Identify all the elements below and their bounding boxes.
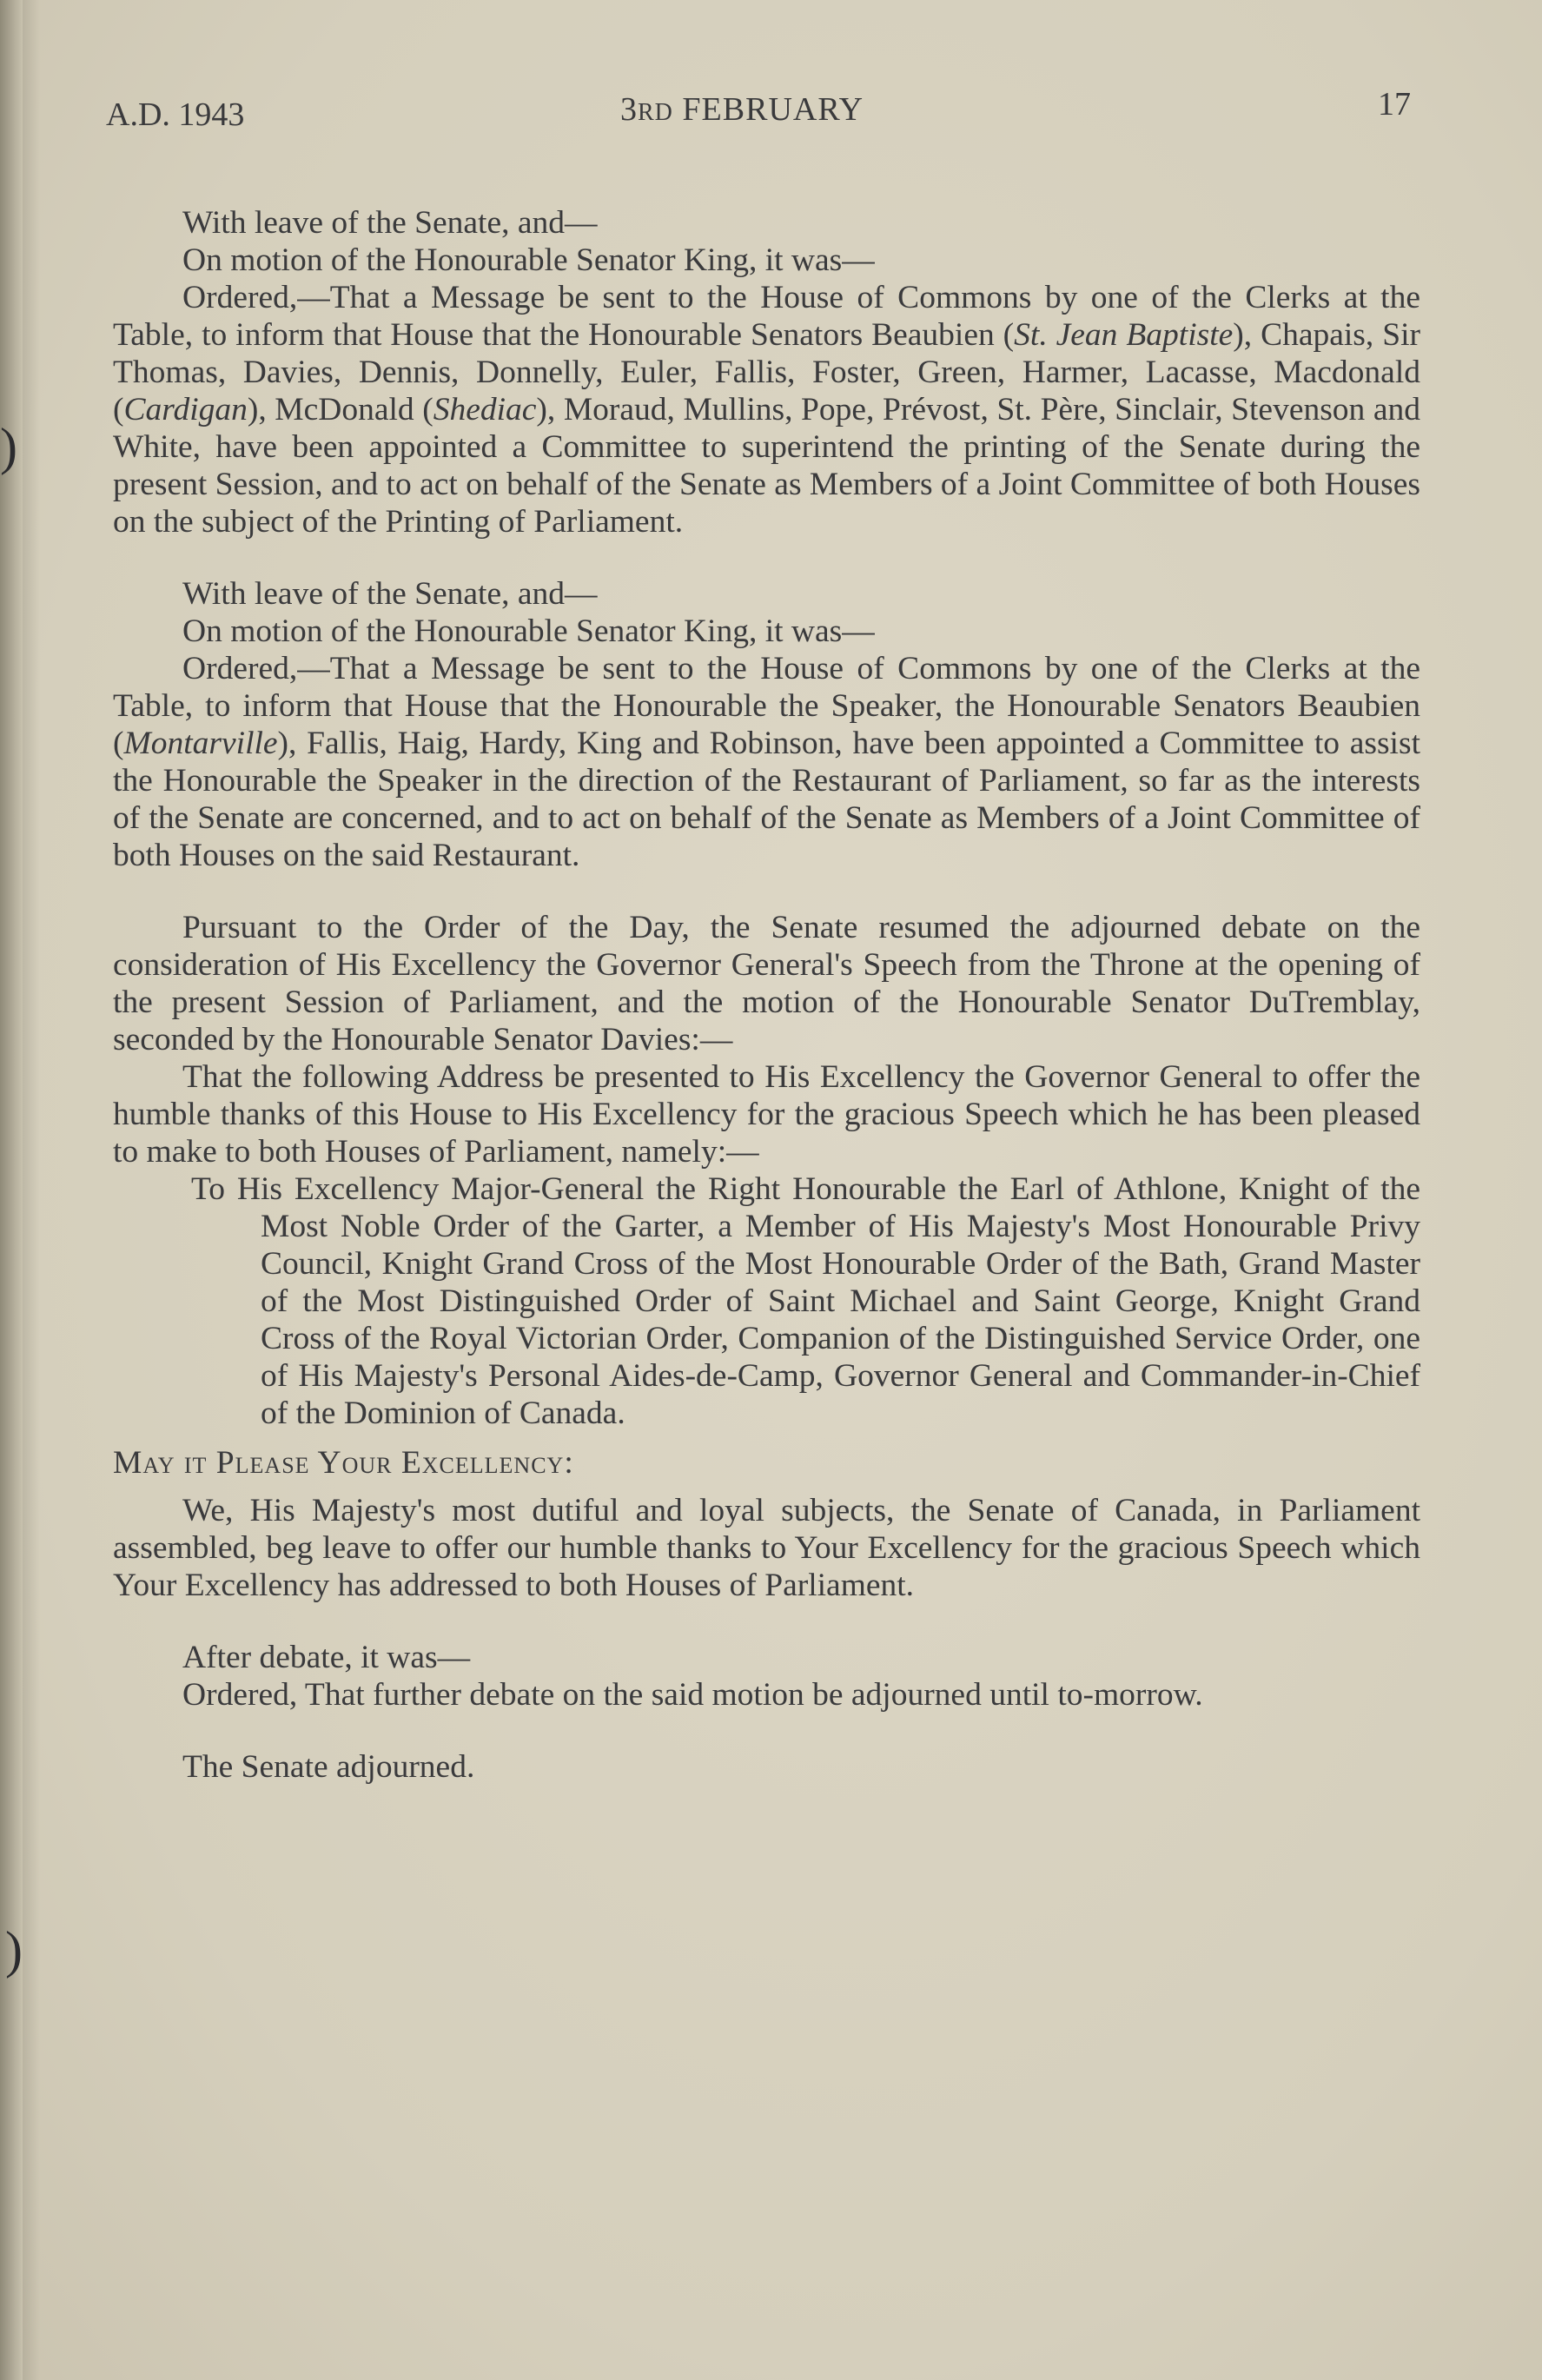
binding-mark: ) xyxy=(0,418,17,475)
spacer xyxy=(113,1714,1420,1748)
address-recipient: To His Excellency Major-General the Right Honourable the Earl of Athlone, Knight of the Most Noble Order of the Garter, a Member of His Majesty's Most Honourable Privy Council, Knight Grand Cross of the Most Honourable Order of the Bath, Grand Master of the Most Distinguished Order of Saint Michael and Saint George, Knight Grand Cross of the Royal Victorian Order, Companion of the Distinguished Service Order, one of His Majesty's Personal Aides-de-Camp, Governor General and Commander-in-Chief of the Dominion of Canada. xyxy=(191,1171,1420,1431)
spacer xyxy=(113,874,1420,909)
header-year: A.D. 1943 xyxy=(106,96,245,133)
senate-adjourned: The Senate adjourned. xyxy=(182,1749,475,1785)
text-run: ), McDonald ( xyxy=(247,392,433,428)
italic-run: Montarville xyxy=(123,726,278,761)
after-debate-paragraph: After debate, it was— xyxy=(182,1640,471,1675)
header-date-ordinal: RD xyxy=(638,99,673,126)
leave-paragraph: With leave of the Senate, and— xyxy=(182,205,598,241)
spacer xyxy=(113,1604,1420,1639)
binding-mark: ) xyxy=(5,1921,23,1979)
text-run: ), Chapais, Sir Thomas, Davies, Dennis, Donnelly, Euler, Fallis, Foster, Green, Harmer, Lacasse, Macdonald ( xyxy=(113,317,1420,428)
ordered-printing-paragraph xyxy=(113,279,1420,540)
motion-paragraph: On motion of the Honourable Senator King, it was— xyxy=(182,613,875,649)
leave-paragraph: With leave of the Senate, and— xyxy=(182,576,598,612)
italic-run: St. Jean Baptiste xyxy=(1014,317,1234,353)
text-run: Ordered,—That a Message be sent to the House of Commons by one of the Clerks at the Table, to inform that House that the Honourable the Speaker, the Honourable Senators Beaubien ( xyxy=(113,651,1420,761)
spacer xyxy=(113,540,1420,575)
text-run: Ordered,—That a Message be sent to the House of Commons by one of the Clerks at the Table, to inform that House that the Honourable Senators Beaubien ( xyxy=(113,280,1420,353)
salutation: May it Please Your Excellency: xyxy=(113,1445,574,1481)
header-date-month: FEBRUARY xyxy=(672,91,864,128)
motion-paragraph: On motion of the Honourable Senator King, it was— xyxy=(182,242,875,278)
italic-run: Cardigan xyxy=(123,392,248,428)
address-motion-paragraph: That the following Address be presented to His Excellency the Governor General to offer the humble thanks of this House to His Excellency for the gracious Speech which he has been pleased to make to both Houses of Parliament, namely:— xyxy=(113,1059,1420,1170)
binding-gutter xyxy=(0,0,23,2380)
pursuant-paragraph: Pursuant to the Order of the Day, the Senate resumed the adjourned debate on the consideration of His Excellency the Governor General's Speech from the Throne at the opening of the present Session of Parliament, and the motion of the Honourable Senator DuTremblay, seconded by the Honourable Senator Davies:— xyxy=(113,910,1420,1057)
page-number: 17 xyxy=(1378,86,1411,123)
header-date-day: 3 xyxy=(620,91,638,128)
text-run: ), Moraud, Mullins, Pope, Prévost, St. Père, Sinclair, Stevenson and White, have been appointed a Committee to superintend the printing of the Senate during the present Session, and to act on behalf of the Senate as Members of a Joint Committee of both Houses on the subject of the Printing of Parliament. xyxy=(113,392,1420,540)
journal-body xyxy=(113,204,1420,1786)
gutter-shadow xyxy=(23,0,40,2380)
text-run: ), Fallis, Haig, Hardy, King and Robinson, have been appointed a Committee to assist the Honourable the Speaker in the direction of the Restaurant of Parliament, so far as the interests of the Senate are concerned, and to act on behalf of the Senate as Members of a Joint Committee of both Houses on the said Restaurant. xyxy=(113,726,1420,873)
italic-run: Shediac xyxy=(433,392,537,428)
address-body: We, His Majesty's most dutiful and loyal subjects, the Senate of Canada, in Parliament assembled, beg leave to offer our humble thanks to Your Excellency for the gracious Speech which Your Excellency has addressed to both Houses of Parliament. xyxy=(113,1493,1420,1603)
adjourn-debate-paragraph: Ordered, That further debate on the said motion be adjourned until to-morrow. xyxy=(182,1677,1203,1713)
ordered-restaurant-paragraph xyxy=(113,650,1420,874)
header-date xyxy=(620,90,864,129)
running-header xyxy=(0,85,1542,137)
